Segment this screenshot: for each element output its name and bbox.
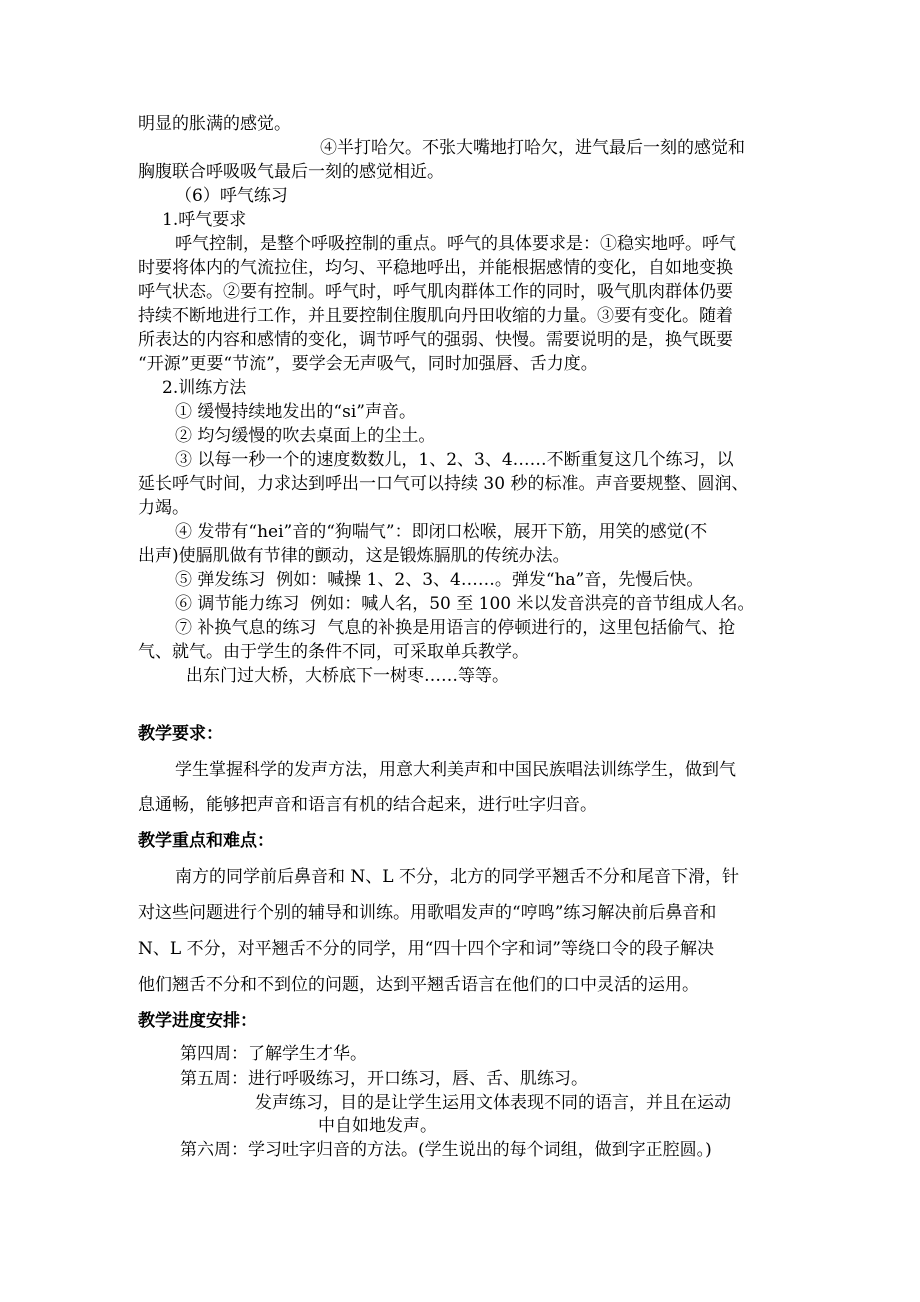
- paragraph-line: 学生掌握科学的发声方法，用意大利美声和中国民族唱法训练学生，做到气: [175, 760, 736, 780]
- paragraph-line: 他们翘舌不分和不到位的问题，达到平翘舌语言在他们的口中灵活的运用。: [138, 975, 699, 995]
- paragraph-line: “开源”更要“节流”，要学会无声吸气，同时加强唇、舌力度。: [138, 354, 598, 374]
- paragraph-line: 南方的同学前后鼻音和 N、L 不分，北方的同学平翘舌不分和尾音下滑，针: [175, 867, 739, 887]
- section-heading: 教学重点和难点：: [138, 831, 274, 851]
- schedule-item: 第六周：学习吐字归音的方法。(学生说出的每个词组，做到字正腔圆。): [180, 1140, 712, 1160]
- list-item: ① 缓慢持续地发出的“si”声音。: [175, 402, 416, 422]
- section-heading: （6）呼气练习: [175, 186, 288, 206]
- paragraph-line: 明显的胀满的感觉。: [138, 114, 291, 134]
- list-item-continuation: 延长呼气时间，力求达到呼出一口气可以持续 30 秒的标准。声音要规整、圆润、: [138, 474, 749, 494]
- list-item-continuation: 出声)使膈肌做有节律的颤动，这是锻炼膈肌的传统办法。: [138, 546, 570, 566]
- paragraph-line: 持续不断地进行工作，并且要控制住腹肌向丹田收缩的力量。③要有变化。随着: [138, 306, 733, 326]
- section-heading: 教学进度安排：: [138, 1011, 257, 1031]
- paragraph-line: ④半打哈欠。不张大嘴地打哈欠，进气最后一刻的感觉和: [320, 138, 745, 158]
- section-heading: 教学要求：: [138, 724, 223, 744]
- paragraph-line: 胸腹联合呼吸吸气最后一刻的感觉相近。: [138, 162, 444, 182]
- list-item-continuation: 气、就气。由于学生的条件不同，可采取单兵教学。: [138, 642, 529, 662]
- example-line: 出东门过大桥，大桥底下一树枣……等等。: [186, 666, 509, 686]
- paragraph-line: 所表达的内容和感情的变化，调节呼气的强弱、快慢。需要说明的是，换气既要: [138, 330, 733, 350]
- schedule-item: 第五周：进行呼吸练习，开口练习，唇、舌、肌练习。: [180, 1069, 588, 1089]
- paragraph-line: N、L 不分，对平翘舌不分的同学，用“四十四个字和词”等绕口令的段子解决: [138, 939, 714, 959]
- paragraph-line: 呼气状态。②要有控制。呼气时，呼气肌肉群体工作的同时，吸气肌肉群体仍要: [138, 282, 733, 302]
- schedule-item-continuation: 发声练习，目的是让学生运用文体表现不同的语言，并且在运动: [255, 1093, 731, 1113]
- paragraph-line: 对这些问题进行个别的辅导和训练。用歌唱发声的“哼鸣”练习解决前后鼻音和: [138, 903, 717, 923]
- subheading: 1.呼气要求: [162, 210, 247, 230]
- list-item: ⑤ 弹发练习 例如：喊操 1、2、3、4……。弹发“ha”音，先慢后快。: [175, 570, 704, 590]
- list-item: ⑦ 补换气息的练习 气息的补换是用语言的停顿进行的，这里包括偷气、抢: [175, 618, 736, 638]
- list-item: ⑥ 调节能力练习 例如：喊人名，50 至 100 米以发音洪亮的音节组成人名。: [175, 594, 755, 614]
- list-item-continuation: 力竭。: [138, 498, 189, 518]
- list-item: ④ 发带有“hei”音的“狗喘气”：即闭口松喉，展开下筋，用笑的感觉(不: [175, 522, 708, 542]
- subheading: 2.训练方法: [162, 378, 247, 398]
- paragraph-line: 时要将体内的气流拉住，均匀、平稳地呼出，并能根据感情的变化，自如地变换: [138, 258, 733, 278]
- paragraph-line: 呼气控制，是整个呼吸控制的重点。呼气的具体要求是：①稳实地呼。呼气: [175, 234, 736, 254]
- schedule-item-continuation: 中自如地发声。: [318, 1116, 437, 1136]
- paragraph-line: 息通畅，能够把声音和语言有机的结合起来，进行吐字归音。: [138, 795, 597, 815]
- list-item: ③ 以每一秒一个的速度数数儿，1、2、3、4……不断重复这几个练习，以: [175, 450, 734, 470]
- schedule-item: 第四周：了解学生才华。: [180, 1044, 367, 1064]
- list-item: ② 均匀缓慢的吹去桌面上的尘土。: [175, 426, 436, 446]
